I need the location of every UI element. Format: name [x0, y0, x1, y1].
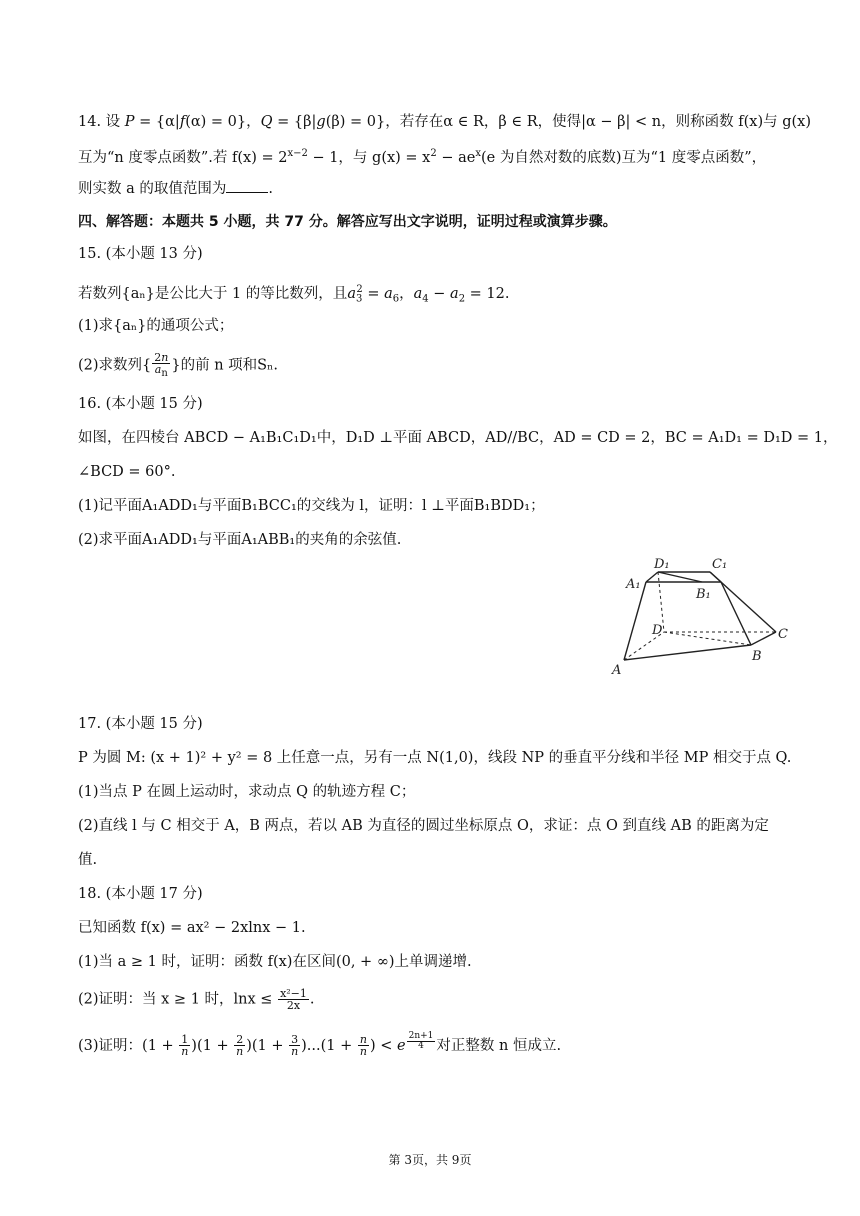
- label-D1: D₁: [654, 557, 670, 572]
- q16-stem1: 如图，在四棱台 ABCD − A₁B₁C₁D₁中，D₁D ⊥平面 ABCD，AD//BC，AD = CD = 2，BC = A₁D₁ = D₁D = 1，: [78, 430, 838, 446]
- q15-part1: (1)求{aₙ}的通项公式；: [78, 318, 234, 334]
- q17-part2b: 值.: [78, 852, 98, 868]
- label-A: A: [612, 663, 622, 678]
- label-D: D: [652, 623, 663, 638]
- q17-heading: 17. (本小题 15 分): [78, 716, 203, 732]
- q14-line2: 互为“n 度零点函数”.若 $f(x) = 2^{x-2} - 1$，与 $g(x) = x^2 - ae^x(e$ 为自然对数的底数)互为“1 度零点函数”，: [78, 148, 767, 166]
- q16-part1: (1)记平面A₁ADD₁与平面B₁BCC₁的交线为 l，证明：l ⊥平面B₁BDD₁；: [78, 498, 545, 514]
- label-B: B: [752, 649, 762, 664]
- label-C: C: [778, 627, 788, 642]
- q18-stem: 已知函数 f(x) = ax² − 2xlnx − 1.: [78, 920, 306, 936]
- label-A1: A₁: [626, 577, 641, 592]
- q15-heading: 15. (本小题 13 分): [78, 246, 203, 262]
- q15-part2: (2)求数列{ $\frac{2n}{a_n}$ }的前 n 项和Sₙ.: [78, 351, 278, 380]
- q14-line1: 14. 设 P = {α|f(α) = 0}，Q = {β|g(β) = 0}，若存在α ∈ R，β ∈ R，使得|α − β| < n，则称函数 f(x)与 g(x): [78, 114, 811, 130]
- q18-part2: (2)证明：当 x ≥ 1 时，lnx ≤ $\frac{\text{x²−1}}{2x}$ .: [78, 987, 315, 1012]
- q14-line3: 则实数 a 的取值范围为 .: [78, 178, 273, 199]
- q17-stem: P 为圆 M: (x + 1)² + y² = 8 上任意一点，另有一点 N(1,0)，线段 NP 的垂直平分线和半径 MP 相交于点 Q.: [78, 750, 792, 766]
- q18-part1: (1)当 a ≥ 1 时，证明：函数 f(x)在区间(0, + ∞)上单调递增.: [78, 954, 472, 970]
- answer-blank[interactable]: [226, 178, 268, 193]
- q18-heading: 18. (本小题 17 分): [78, 886, 203, 902]
- q17-part1: (1)当点 P 在圆上运动时，求动点 Q 的轨迹方程 C；: [78, 784, 416, 800]
- label-B1: B₁: [696, 587, 711, 602]
- q17-part2a: (2)直线 l 与 C 相交于 A，B 两点，若以 AB 为直径的圆过坐标原点 O，求证：点 O 到直线 AB 的距离为定: [78, 818, 769, 834]
- frustum-figure: [606, 552, 800, 678]
- q16-part2: (2)求平面A₁ADD₁与平面A₁ABB₁的夹角的余弦值.: [78, 532, 402, 548]
- q15-stem: 若数列{aₙ}是公比大于 1 的等比数列，且$a_3^2 = a_6$，$a_4 - a_2 = 12$.: [78, 284, 510, 305]
- q18-part3: (3)证明：(1 + $\frac{1}{n}$ )(1 + $\frac{2}{n}$ )(1 + $\frac{3}{n}$ )...(1 + $\frac{n}{n}$ ) < e $^{\frac{2n+1}{4}}$ 对正整数 n 恒成立.: [78, 1031, 562, 1059]
- page-footer: 第 3页，共 9页: [388, 1153, 472, 1167]
- label-C1: C₁: [712, 557, 728, 572]
- q16-heading: 16. (本小题 15 分): [78, 396, 203, 412]
- q16-stem2: ∠BCD = 60°.: [78, 464, 176, 480]
- section-heading: 四、解答题：本题共 5 小题，共 77 分。解答应写出文字说明，证明过程或演算步骤。: [78, 214, 617, 230]
